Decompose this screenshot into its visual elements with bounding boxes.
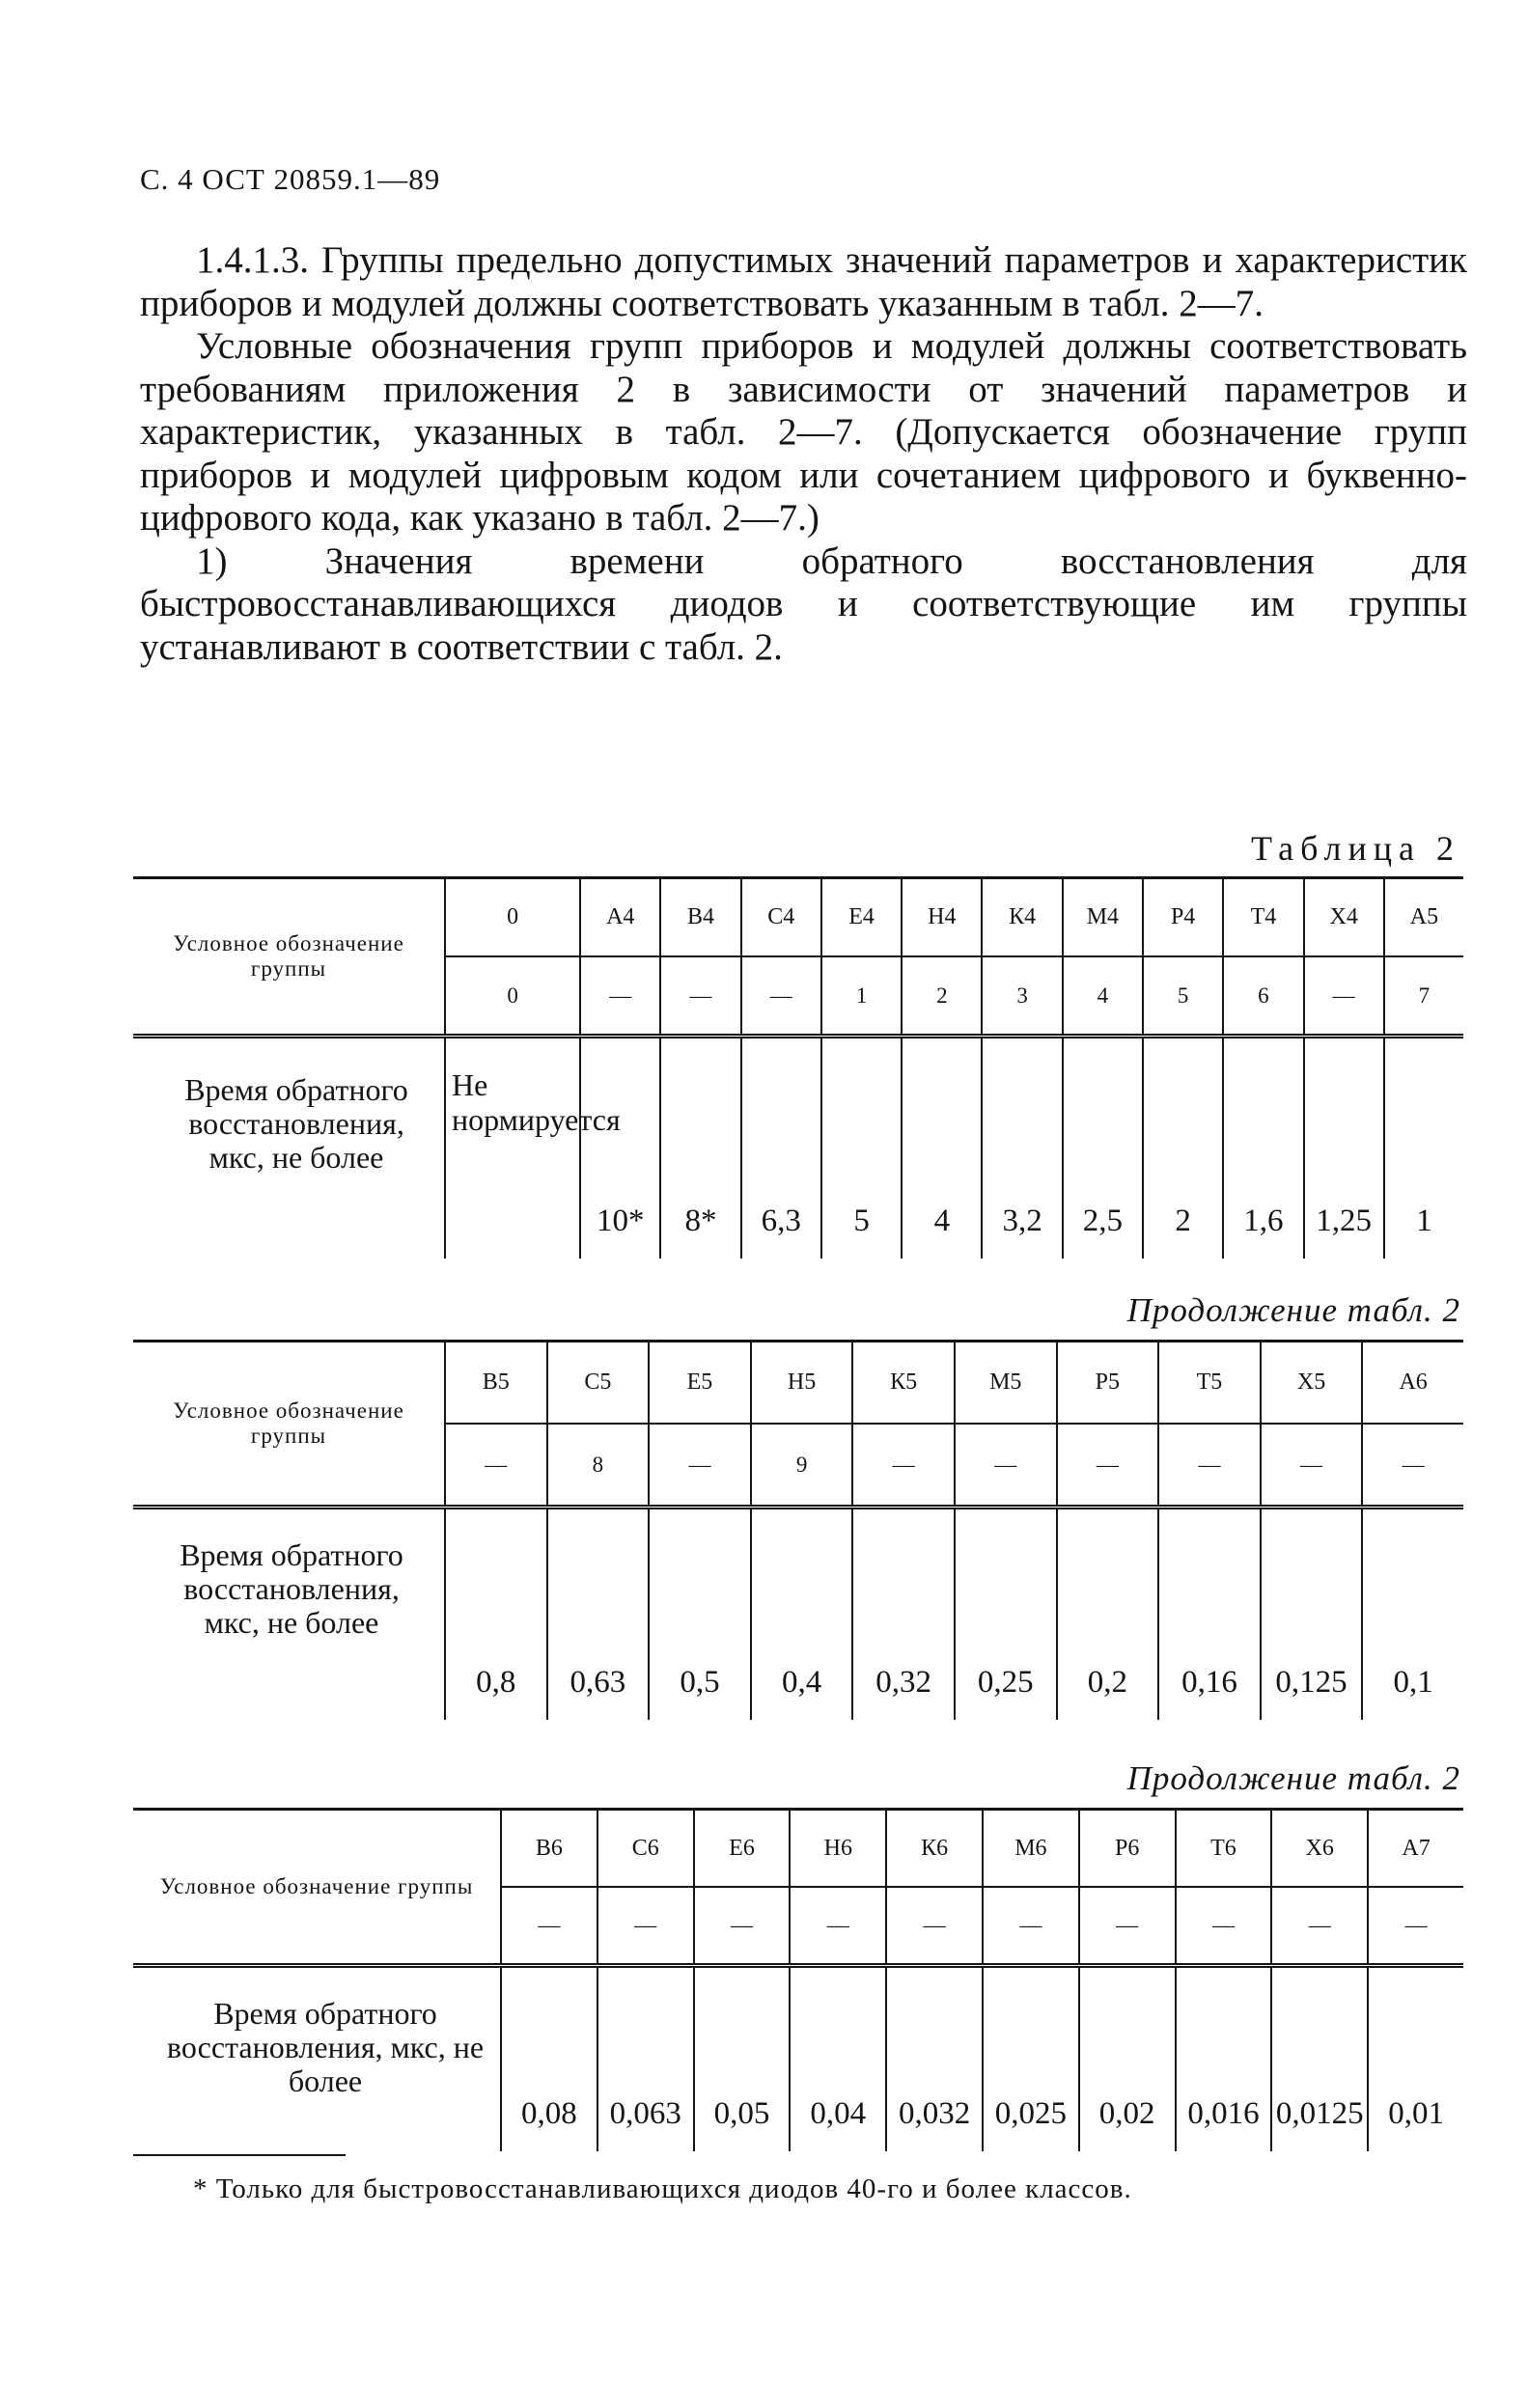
param-value-cell xyxy=(659,1038,739,1259)
param-value-cell xyxy=(500,1968,597,2151)
table-2-continuation-2 xyxy=(133,1808,1463,2151)
body-text xyxy=(140,239,1467,669)
group-code: С5 xyxy=(548,1342,649,1425)
param-label: Время обратного восстановления, мкс, не более xyxy=(166,1996,485,2098)
group-code: Р4 xyxy=(1144,879,1222,957)
param-value: 3,2 xyxy=(1002,1204,1042,1238)
group-code: К5 xyxy=(853,1342,954,1425)
group-code-column xyxy=(740,879,820,1034)
param-value: 1,25 xyxy=(1316,1204,1373,1238)
param-value-cell xyxy=(579,1038,659,1259)
param-value-cell xyxy=(954,1509,1056,1720)
group-digital-code: — xyxy=(1198,1452,1221,1477)
group-code-column xyxy=(1270,1811,1367,1963)
param-value-cell xyxy=(740,1038,820,1259)
param-value: 0,0125 xyxy=(1275,2096,1364,2131)
param-label: Время обратного восстановления, мкс, не более xyxy=(180,1537,403,1640)
group-digital-code: — xyxy=(538,1913,561,1937)
group-codes xyxy=(444,879,1463,1034)
group-code: В6 xyxy=(502,1811,597,1888)
paragraph: Условные обозначения групп приборов и модулей должны соответствовать требованиям приложения 2 в зависимости от значений параметров и характеристик, указанных в табл. 2—7. (Допускается обозначение групп приборов и модулей цифровым кодом или сочетанием цифрового и буквенно-цифрового кода, как указано в табл. 2—7.) xyxy=(140,325,1467,539)
group-code-column xyxy=(1062,879,1142,1034)
group-digital-code: 9 xyxy=(795,1452,808,1477)
param-value: 0,1 xyxy=(1393,1665,1433,1700)
group-code-column xyxy=(546,1342,649,1505)
group-code: Е6 xyxy=(695,1811,790,1888)
param-value-cell xyxy=(1078,1968,1175,2151)
param-value-cell xyxy=(648,1509,750,1720)
group-code: Х6 xyxy=(1272,1811,1367,1888)
group-code-column xyxy=(1383,879,1463,1034)
param-value: 0,025 xyxy=(994,2096,1067,2131)
group-code: Р6 xyxy=(1080,1811,1175,1888)
group-codes xyxy=(444,1342,1463,1505)
group-digital-code: — xyxy=(1019,1913,1042,1937)
group-digital-code: — xyxy=(1300,1452,1323,1477)
param-value: 0,063 xyxy=(609,2096,681,2131)
group-digital-code: 4 xyxy=(1097,983,1109,1008)
param-values xyxy=(444,1509,1463,1720)
param-value-cell xyxy=(820,1038,901,1259)
group-digital-code: 1 xyxy=(855,983,868,1008)
param-value-cell xyxy=(1361,1509,1463,1720)
paragraph: 1.4.1.3. Группы предельно допустимых значений параметров и характеристик приборов и модулей должны соответствовать указанным в табл. 2—7. xyxy=(140,239,1467,324)
param-value-cell xyxy=(1260,1509,1362,1720)
param-value: Не нормируется xyxy=(452,1067,621,1137)
param-value: 0,5 xyxy=(680,1665,720,1700)
param-value: 0,4 xyxy=(781,1665,822,1700)
group-digital-code: 6 xyxy=(1258,983,1269,1008)
group-digital-code: 0 xyxy=(507,983,518,1008)
param-value-cell xyxy=(1062,1038,1142,1259)
group-code-column xyxy=(1260,1342,1362,1505)
group-digital-code: 3 xyxy=(1016,983,1028,1008)
table-2-continuation-1 xyxy=(133,1340,1463,1720)
group-digital-code: — xyxy=(609,983,632,1008)
group-digital-code: 8 xyxy=(592,1452,604,1477)
param-value: 4 xyxy=(933,1204,951,1238)
group-code: А6 xyxy=(1363,1342,1463,1425)
param-value: 0,02 xyxy=(1098,2096,1155,2131)
group-code-column xyxy=(901,879,981,1034)
group-code-column xyxy=(820,879,901,1034)
group-code: Х5 xyxy=(1262,1342,1362,1425)
group-code: Т5 xyxy=(1159,1342,1260,1425)
param-label: Время обратного восстановления, мкс, не более xyxy=(184,1072,408,1175)
group-code: В5 xyxy=(446,1342,546,1425)
group-digital-code: — xyxy=(994,1452,1017,1477)
group-code-column xyxy=(750,1342,852,1505)
group-code-column xyxy=(693,1811,790,1963)
group-code: Н5 xyxy=(752,1342,852,1425)
group-code-column xyxy=(597,1811,693,1963)
group-code: 0 xyxy=(446,879,579,957)
param-value-cell xyxy=(1056,1509,1158,1720)
table-caption: Таблица 2 xyxy=(1251,829,1460,868)
group-code: Т4 xyxy=(1224,879,1302,957)
param-value-cell xyxy=(901,1038,981,1259)
group-code: М4 xyxy=(1064,879,1142,957)
page-header: С. 4 ОСТ 20859.1—89 xyxy=(140,162,441,196)
param-value-cell xyxy=(1157,1509,1260,1720)
group-code-column xyxy=(789,1811,885,1963)
group-code: Е5 xyxy=(650,1342,750,1425)
param-value: 8* xyxy=(684,1204,717,1238)
group-code: Т6 xyxy=(1177,1811,1271,1888)
param-value: 0,125 xyxy=(1275,1665,1347,1700)
group-code-column xyxy=(1175,1811,1271,1963)
group-code: В4 xyxy=(661,879,739,957)
group-digital-code: — xyxy=(892,1452,915,1477)
group-code: А7 xyxy=(1369,1811,1463,1888)
param-value-cell xyxy=(1303,1038,1383,1259)
group-digital-code: — xyxy=(688,1452,711,1477)
param-values xyxy=(500,1968,1463,2151)
param-value: 0,2 xyxy=(1087,1665,1127,1700)
group-code: Р5 xyxy=(1058,1342,1158,1425)
param-value: 0,032 xyxy=(898,2096,971,2131)
group-code-column xyxy=(444,1342,546,1505)
group-code-column xyxy=(1056,1342,1158,1505)
param-value-cell xyxy=(1367,1968,1463,2151)
group-code: Е4 xyxy=(822,879,901,957)
group-code: С4 xyxy=(742,879,820,957)
group-code-column xyxy=(1361,1342,1463,1505)
group-digital-code: — xyxy=(730,1913,753,1937)
param-value: 1 xyxy=(1416,1204,1432,1238)
group-code: Н4 xyxy=(903,879,981,957)
param-value: 0,8 xyxy=(476,1665,516,1700)
param-value: 10* xyxy=(597,1204,645,1238)
group-code-column xyxy=(1303,879,1383,1034)
param-value: 0,63 xyxy=(570,1665,626,1700)
group-code: М6 xyxy=(984,1811,1078,1888)
param-value-cell xyxy=(1142,1038,1222,1259)
group-code: С6 xyxy=(598,1811,693,1888)
group-code-column xyxy=(1157,1342,1260,1505)
footnote-rule xyxy=(133,2154,346,2156)
group-code: А4 xyxy=(581,879,659,957)
group-label: Условное обозначение группы xyxy=(173,931,404,981)
param-value-cell xyxy=(982,1968,1078,2151)
param-value-cell xyxy=(750,1509,852,1720)
param-value-cell xyxy=(1270,1968,1367,2151)
group-digital-code: — xyxy=(826,1913,849,1937)
group-code-column xyxy=(659,879,739,1034)
group-digital-code: — xyxy=(1402,1452,1425,1477)
group-digital-code: — xyxy=(1096,1452,1119,1477)
param-value-cell xyxy=(789,1968,885,2151)
group-code-column xyxy=(648,1342,750,1505)
group-digital-code: — xyxy=(485,1452,508,1477)
param-value-cell xyxy=(981,1038,1061,1259)
param-value: 1,6 xyxy=(1243,1204,1284,1238)
group-code: Н6 xyxy=(791,1811,885,1888)
table-2 xyxy=(133,876,1463,1259)
group-code: К6 xyxy=(887,1811,982,1888)
group-digital-code: — xyxy=(769,983,792,1008)
param-value: 0,016 xyxy=(1187,2096,1260,2131)
group-code-column xyxy=(1142,879,1222,1034)
param-value: 0,32 xyxy=(875,1665,932,1700)
group-digital-code: 7 xyxy=(1418,983,1431,1008)
group-digital-code: — xyxy=(1116,1913,1139,1937)
param-value: 6,3 xyxy=(761,1204,801,1238)
group-digital-code: — xyxy=(689,983,712,1008)
param-value: 0,01 xyxy=(1388,2096,1444,2131)
group-code-column xyxy=(982,1811,1078,1963)
param-value-cell xyxy=(597,1968,693,2151)
group-digital-code: — xyxy=(1308,1913,1331,1937)
group-code: К4 xyxy=(983,879,1061,957)
param-value-cell xyxy=(1222,1038,1302,1259)
group-code: А5 xyxy=(1385,879,1463,957)
group-code-column xyxy=(1367,1811,1463,1963)
footnote: * Только для быстровосстанавливающихся диодов 40-го и более классов. xyxy=(193,2173,1132,2204)
paragraph: 1) Значения времени обратного восстановления для быстровосстанавливающихся диодов и соответствующие им группы устанавливают в соответствии с табл. 2. xyxy=(140,540,1467,668)
param-value: 0,05 xyxy=(713,2096,770,2131)
param-value-cell xyxy=(693,1968,790,2151)
group-digital-code: 2 xyxy=(936,983,948,1008)
group-label: Условное обозначение группы xyxy=(173,1398,404,1448)
group-digital-code: 5 xyxy=(1177,983,1189,1008)
param-value-cell xyxy=(444,1509,546,1720)
param-value: 5 xyxy=(853,1204,870,1238)
param-value-cell xyxy=(546,1509,649,1720)
param-value-cell xyxy=(885,1968,982,2151)
group-code-column xyxy=(1222,879,1302,1034)
group-code-column xyxy=(885,1811,982,1963)
group-code-column xyxy=(444,879,579,1034)
group-code-column xyxy=(981,879,1061,1034)
group-code-column xyxy=(851,1342,954,1505)
param-values xyxy=(444,1038,1463,1259)
param-value-cell xyxy=(1175,1968,1271,2151)
continuation-caption: Продолжение табл. 2 xyxy=(1126,1759,1460,1797)
group-code-column xyxy=(500,1811,597,1963)
param-value: 0,25 xyxy=(977,1665,1034,1700)
group-digital-code: — xyxy=(923,1913,946,1937)
param-value: 2 xyxy=(1175,1204,1191,1238)
param-value: 0,08 xyxy=(521,2096,577,2131)
group-code-column xyxy=(1078,1811,1175,1963)
param-value: 0,16 xyxy=(1181,1665,1237,1700)
param-value-cell xyxy=(851,1509,954,1720)
group-code-column xyxy=(579,879,659,1034)
param-value-cell xyxy=(1383,1038,1463,1259)
group-digital-code: — xyxy=(1332,983,1355,1008)
group-digital-code: — xyxy=(1404,1913,1428,1937)
param-value: 2,5 xyxy=(1082,1204,1123,1238)
continuation-caption: Продолжение табл. 2 xyxy=(1126,1291,1460,1329)
group-label: Условное обозначение группы xyxy=(159,1874,474,1898)
group-digital-code: — xyxy=(1211,1913,1235,1937)
group-codes xyxy=(500,1811,1463,1963)
group-digital-code: — xyxy=(634,1913,657,1937)
group-code: Х4 xyxy=(1305,879,1383,957)
group-code-column xyxy=(954,1342,1056,1505)
group-code: М5 xyxy=(956,1342,1056,1425)
param-value: 0,04 xyxy=(810,2096,867,2131)
